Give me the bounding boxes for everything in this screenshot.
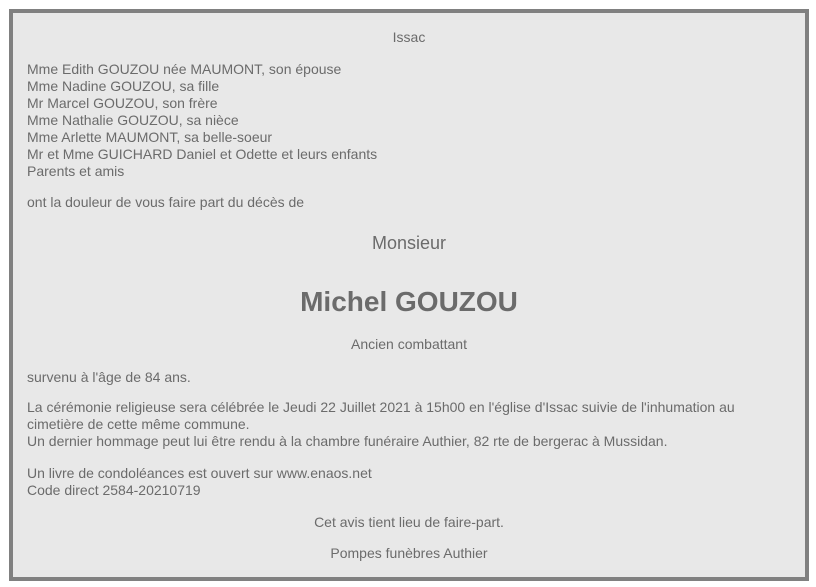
family-member: Mr Marcel GOUZOU, son frère — [27, 95, 218, 111]
family-member: Mme Edith GOUZOU née MAUMONT, son épouse — [27, 61, 342, 77]
obituary-frame — [9, 9, 809, 581]
announcement-text: ont la douleur de vous faire part du décès de — [27, 194, 305, 210]
ceremony-line: Un dernier hommage peut lui être rendu à la chambre funéraire Authier, 82 rte de bergerac à Mussidan. — [27, 433, 668, 449]
deceased-name: Michel GOUZOU — [300, 286, 518, 317]
family-member: Parents et amis — [27, 163, 125, 179]
distinction-text: Ancien combattant — [351, 336, 467, 352]
condolences-info — [27, 465, 791, 499]
age-text: survenu à l'âge de 84 ans. — [27, 369, 191, 385]
family-member: Mme Nathalie GOUZOU, sa nièce — [27, 112, 239, 128]
family-member: Mme Nadine GOUZOU, sa fille — [27, 78, 220, 94]
ceremony-line: La cérémonie religieuse sera célébrée le Jeudi 22 Juillet 2021 à 15h00 en l'église d'Issac suivie de l'inhumation au — [27, 399, 735, 415]
family-member: Mr et Mme GUICHARD Daniel et Odette et leurs enfants — [27, 146, 378, 162]
ceremony-details — [27, 399, 791, 450]
notice-text: Cet avis tient lieu de faire-part. — [314, 514, 504, 530]
family-list — [27, 61, 791, 180]
ceremony-line: cimetière de cette même commune. — [27, 416, 250, 432]
location-heading: Issac — [392, 29, 426, 45]
condolences-code: Code direct 2584-20210719 — [27, 482, 201, 498]
condolences-line: Un livre de condoléances est ouvert sur www.enaos.net — [27, 465, 372, 481]
funeral-home-name: Pompes funèbres Authier — [330, 545, 488, 561]
family-member: Mme Arlette MAUMONT, sa belle-soeur — [27, 129, 273, 145]
civility-title: Monsieur — [371, 233, 447, 253]
obituary-content — [13, 13, 805, 577]
